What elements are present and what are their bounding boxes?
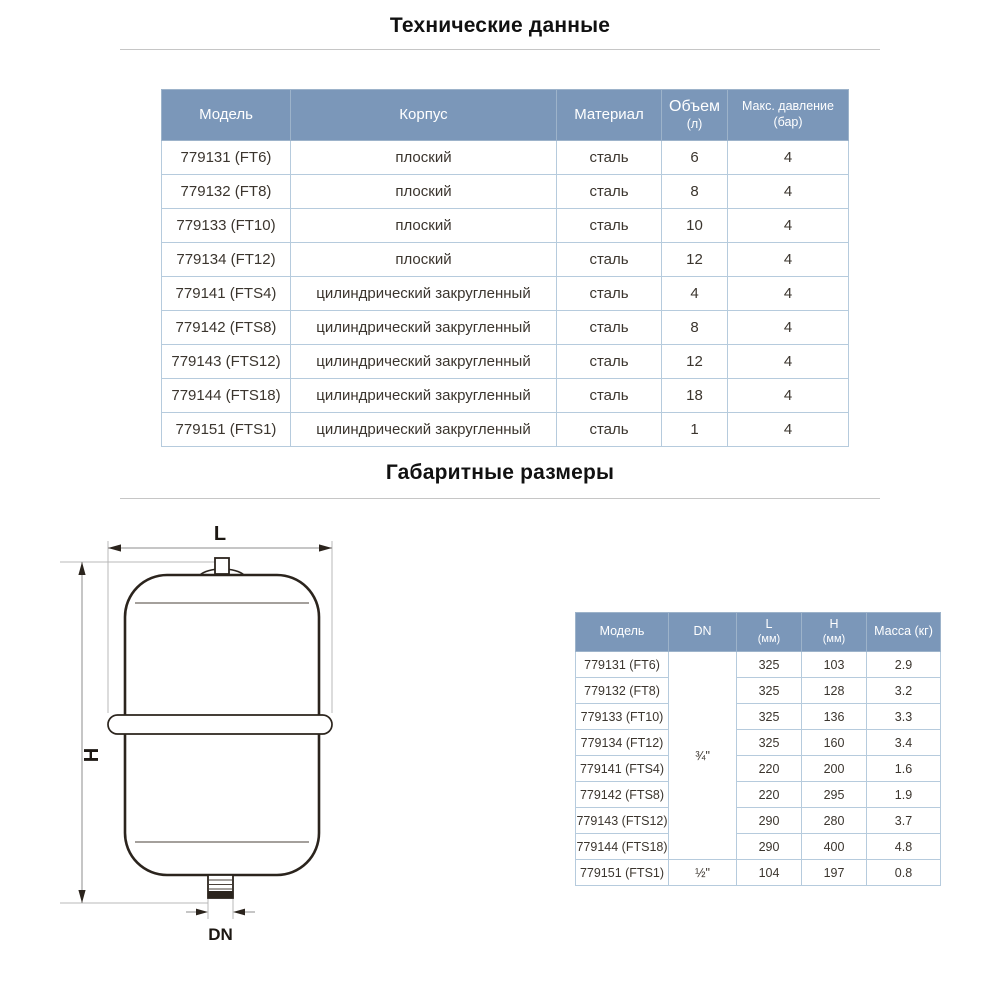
table-row xyxy=(576,730,941,756)
dimension-dn xyxy=(186,909,255,944)
cell-h: 400 xyxy=(802,834,867,860)
tank-dimension-diagram xyxy=(50,515,360,960)
cell-body: цилиндрический закругленный xyxy=(291,311,557,345)
table-row xyxy=(576,678,941,704)
cell-pressure: 4 xyxy=(728,413,849,447)
col-header-volume xyxy=(662,90,728,141)
tank-body xyxy=(108,558,332,898)
table-row xyxy=(162,413,849,447)
col-header-model xyxy=(162,90,291,141)
table-row xyxy=(576,704,941,730)
height-label: H xyxy=(81,747,103,763)
cell-mass: 4.8 xyxy=(867,834,941,860)
cell-volume: 4 xyxy=(662,277,728,311)
cell-h: 103 xyxy=(802,652,867,678)
table-row xyxy=(576,652,941,678)
cell-material: сталь xyxy=(557,277,662,311)
cell-mass: 2.9 xyxy=(867,652,941,678)
length-label: L xyxy=(213,523,227,545)
cell-dn: ½" xyxy=(669,860,737,886)
col-header-body xyxy=(291,90,557,141)
dim-table-header xyxy=(576,613,941,652)
cell-model: 779141 (FTS4) xyxy=(162,277,291,311)
cell-pressure: 4 xyxy=(728,277,849,311)
cell-mass: 3.4 xyxy=(867,730,941,756)
col-header-pressure-label: Макс. давление xyxy=(742,99,834,114)
cell-l: 104 xyxy=(737,860,802,886)
col-header-body-label: Корпус xyxy=(399,105,448,123)
dn-label: DN xyxy=(208,925,233,944)
cell-volume: 12 xyxy=(662,345,728,379)
col-header-mass xyxy=(867,613,941,652)
cell-pressure: 4 xyxy=(728,209,849,243)
cell-model: 779151 (FTS1) xyxy=(576,860,669,886)
table-row xyxy=(162,175,849,209)
cell-volume: 1 xyxy=(662,413,728,447)
cell-mass: 1.9 xyxy=(867,782,941,808)
cell-volume: 10 xyxy=(662,209,728,243)
cell-l: 290 xyxy=(737,834,802,860)
col-header-h-label: H xyxy=(829,617,839,632)
col-header-material xyxy=(557,90,662,141)
cell-model: 779134 (FT12) xyxy=(162,243,291,277)
cell-model: 779142 (FTS8) xyxy=(162,311,291,345)
cell-material: сталь xyxy=(557,311,662,345)
col-header-volume-unit: (л) xyxy=(686,117,703,132)
table-row xyxy=(162,277,849,311)
col-header-l-label: L xyxy=(765,617,773,632)
cell-l: 325 xyxy=(737,652,802,678)
table-row xyxy=(162,141,849,175)
col-header-dn xyxy=(669,613,737,652)
cell-body: цилиндрический закругленный xyxy=(291,379,557,413)
cell-mass: 1.6 xyxy=(867,756,941,782)
cell-model: 779141 (FTS4) xyxy=(576,756,669,782)
col-header-material-label: Материал xyxy=(574,105,644,123)
cell-mass: 3.7 xyxy=(867,808,941,834)
table-row xyxy=(576,782,941,808)
table-row xyxy=(162,209,849,243)
cell-material: сталь xyxy=(557,345,662,379)
cell-model: 779133 (FT10) xyxy=(162,209,291,243)
table-row xyxy=(576,860,941,886)
cell-material: сталь xyxy=(557,243,662,277)
col-header-h xyxy=(802,613,867,652)
cell-pressure: 4 xyxy=(728,141,849,175)
cell-volume: 12 xyxy=(662,243,728,277)
cell-model: 779144 (FTS18) xyxy=(576,834,669,860)
cell-h: 280 xyxy=(802,808,867,834)
cell-volume: 18 xyxy=(662,379,728,413)
cell-mass: 3.2 xyxy=(867,678,941,704)
col-header-model xyxy=(576,613,669,652)
cell-h: 136 xyxy=(802,704,867,730)
cell-pressure: 4 xyxy=(728,175,849,209)
cell-pressure: 4 xyxy=(728,379,849,413)
table-row xyxy=(576,834,941,860)
table-row xyxy=(162,345,849,379)
tech-data-table xyxy=(161,89,849,447)
cell-material: сталь xyxy=(557,141,662,175)
cell-model: 779142 (FTS8) xyxy=(576,782,669,808)
col-header-model-label: Модель xyxy=(599,624,645,639)
tech-table-header xyxy=(162,90,849,141)
cell-volume: 8 xyxy=(662,311,728,345)
dim-table-body xyxy=(576,652,941,886)
cell-pressure: 4 xyxy=(728,345,849,379)
col-header-mass-label: Масса (кг) xyxy=(874,624,933,639)
cell-h: 128 xyxy=(802,678,867,704)
cell-model: 779151 (FTS1) xyxy=(162,413,291,447)
col-header-pressure xyxy=(728,90,849,141)
dimension-length xyxy=(108,523,332,552)
cell-l: 220 xyxy=(737,756,802,782)
cell-l: 220 xyxy=(737,782,802,808)
table-row xyxy=(162,243,849,277)
col-header-l xyxy=(737,613,802,652)
cell-h: 160 xyxy=(802,730,867,756)
header-row xyxy=(576,613,941,652)
tech-section-title: Технические данные xyxy=(389,14,611,37)
cell-model: 779132 (FT8) xyxy=(576,678,669,704)
cell-model: 779131 (FT6) xyxy=(162,141,291,175)
table-row xyxy=(576,808,941,834)
cell-mass: 0.8 xyxy=(867,860,941,886)
col-header-pressure-unit: (бар) xyxy=(773,115,803,129)
mounting-strap xyxy=(108,715,332,734)
cell-model: 779134 (FT12) xyxy=(576,730,669,756)
cell-volume: 8 xyxy=(662,175,728,209)
cell-pressure: 4 xyxy=(728,311,849,345)
cell-material: сталь xyxy=(557,209,662,243)
col-header-l-unit: (мм) xyxy=(757,632,781,645)
cell-body: плоский xyxy=(291,175,557,209)
cell-model: 779132 (FT8) xyxy=(162,175,291,209)
cell-h: 295 xyxy=(802,782,867,808)
bottom-connection xyxy=(208,875,233,898)
header-row xyxy=(162,90,849,141)
cell-material: сталь xyxy=(557,175,662,209)
dimension-height xyxy=(78,562,103,903)
cell-l: 325 xyxy=(737,678,802,704)
cell-h: 197 xyxy=(802,860,867,886)
cell-body: плоский xyxy=(291,141,557,175)
col-header-model-label: Модель xyxy=(199,105,253,123)
cell-volume: 6 xyxy=(662,141,728,175)
cell-model: 779133 (FT10) xyxy=(576,704,669,730)
cell-l: 325 xyxy=(737,704,802,730)
table-row xyxy=(162,311,849,345)
air-valve-icon xyxy=(215,558,229,574)
col-header-h-unit: (мм) xyxy=(822,632,846,645)
cell-model: 779144 (FTS18) xyxy=(162,379,291,413)
title-divider xyxy=(120,49,880,50)
cell-model: 779131 (FT6) xyxy=(576,652,669,678)
cell-material: сталь xyxy=(557,379,662,413)
table-row xyxy=(576,756,941,782)
cell-l: 325 xyxy=(737,730,802,756)
cell-body: цилиндрический закругленный xyxy=(291,413,557,447)
dimensions-table xyxy=(575,612,941,886)
tech-table-body xyxy=(162,141,849,447)
table-row xyxy=(162,379,849,413)
cell-model: 779143 (FTS12) xyxy=(162,345,291,379)
title-divider-2 xyxy=(120,498,880,499)
cell-body: цилиндрический закругленный xyxy=(291,345,557,379)
dims-section-title: Габаритные размеры xyxy=(385,461,615,484)
cell-mass: 3.3 xyxy=(867,704,941,730)
cell-h: 200 xyxy=(802,756,867,782)
cell-body: плоский xyxy=(291,243,557,277)
col-header-volume-label: Объем xyxy=(669,98,720,116)
cell-pressure: 4 xyxy=(728,243,849,277)
cell-dn: ¾" xyxy=(669,652,737,860)
cell-model: 779143 (FTS12) xyxy=(576,808,669,834)
cell-body: цилиндрический закругленный xyxy=(291,277,557,311)
cell-body: плоский xyxy=(291,209,557,243)
cell-material: сталь xyxy=(557,413,662,447)
cell-l: 290 xyxy=(737,808,802,834)
col-header-dn-label: DN xyxy=(693,624,712,639)
